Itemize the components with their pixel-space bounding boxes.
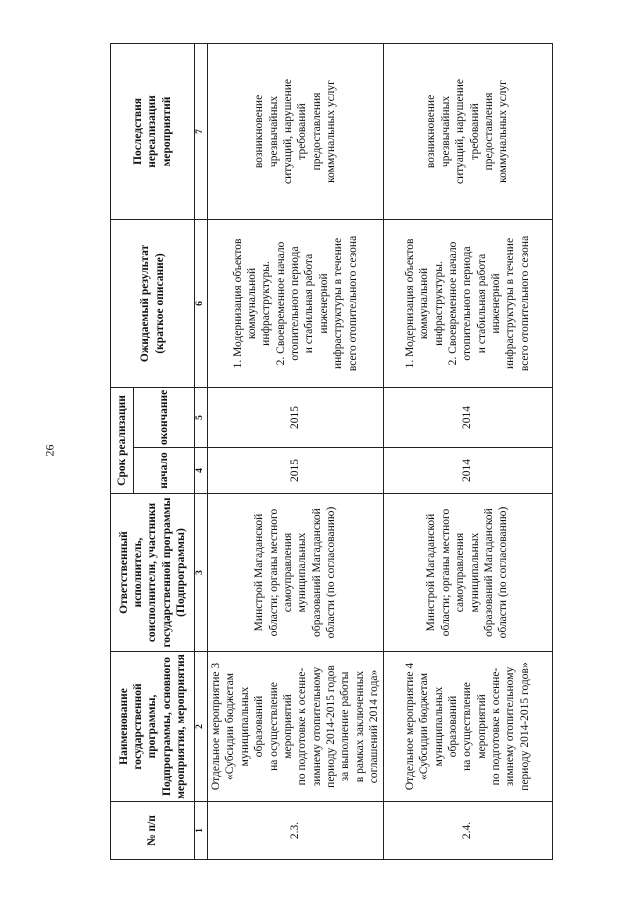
header-executor [110, 493, 194, 651]
text-line: образований Магаданской [310, 507, 323, 637]
col-number: 6 [194, 219, 207, 387]
text-line: зимнему отопительному [310, 666, 323, 786]
text-line: Минстрой Магаданской [252, 513, 265, 631]
text-line: периоду 2014-2015 годов» [518, 661, 531, 791]
text-line: области (по согласованию) [324, 506, 337, 638]
text-line: коммунальной [417, 267, 430, 339]
text-line: возникновение [424, 94, 437, 168]
text-line: мероприятий [475, 693, 488, 759]
text-line: коммунальных услуг [496, 79, 509, 183]
row-consequences [207, 43, 383, 219]
text-line: соисполнители, участники [145, 502, 158, 642]
text-line: коммунальных услуг [324, 79, 337, 183]
text-line: Ответственный [117, 530, 130, 614]
text-line: Отдельное мероприятие 3 [209, 662, 222, 790]
text-line: на осуществление [267, 681, 279, 771]
col-number: 7 [194, 43, 207, 219]
row-consequences [383, 43, 552, 219]
text-line: ситуаций, нарушение [281, 78, 294, 184]
text-line: государственной [131, 682, 144, 770]
text-line: за выполнение работы [338, 671, 351, 781]
text-line: мероприятия, мероприятия [174, 653, 187, 799]
text-line: чрезвычайных [267, 95, 279, 167]
table-row [207, 43, 383, 859]
text-line: мероприятий [160, 96, 173, 166]
col-number: 1 [194, 801, 207, 859]
text-line: отопительного периода [288, 245, 301, 361]
text-line: чрезвычайных [439, 95, 452, 167]
text-line: в рамках заключенных [353, 670, 366, 782]
header-consequences [110, 43, 194, 219]
text-line: Наименование [117, 687, 130, 765]
text-line: зимнему отопительному [503, 666, 516, 786]
row-start: 2015 [207, 447, 383, 493]
text-line: образований Магаданской [482, 507, 495, 637]
text-line: инфраструктуры в течение [503, 237, 516, 369]
page-number: 26 [42, 444, 57, 457]
text-line: образований [446, 695, 459, 757]
column-numbers-row [194, 43, 207, 859]
text-line: инфраструктуры. [432, 260, 445, 346]
row-result [383, 219, 552, 387]
text-line: отопительного периода [460, 245, 473, 361]
row-name [207, 651, 383, 801]
text-line: всего отопительного сезона [346, 235, 359, 371]
text-line: инфраструктуры в течение [331, 237, 344, 369]
text-line: муниципальных [432, 686, 445, 766]
col-number: 3 [194, 493, 207, 651]
col-number: 4 [194, 447, 207, 493]
text-line: всего отопительного сезона [518, 235, 531, 371]
text-line: предоставления [310, 92, 323, 170]
col-number: 2 [194, 651, 207, 801]
text-line: соглашений 2014 года» [367, 669, 380, 783]
text-line: мероприятий [281, 693, 294, 759]
header-num: № п/п [110, 801, 194, 859]
text-line: (Подпрограммы) [174, 527, 187, 617]
text-line: Последствия [131, 97, 144, 165]
header-end: окончание [133, 387, 194, 447]
text-line: коммунальной [245, 267, 258, 339]
row-end: 2015 [207, 387, 383, 447]
text-line: самоуправления [281, 532, 294, 612]
page-area [40, 8, 605, 895]
header-name [110, 651, 194, 801]
text-line: ситуаций, нарушение [453, 78, 466, 184]
text-line: Отдельное мероприятие 4 [403, 662, 416, 790]
text-line: муниципальных [468, 532, 480, 612]
text-line: муниципальных [295, 532, 308, 612]
text-line: области; органы местного [439, 508, 452, 636]
text-line: инженерной [317, 272, 330, 334]
text-line: государственной программы [160, 497, 173, 647]
row-num: 2.3. [207, 801, 383, 859]
text-line: 2. Своевременное начало [446, 241, 459, 365]
text-line: области; органы местного [267, 508, 279, 636]
text-line: нереализации [145, 94, 158, 168]
text-line: образований [252, 695, 265, 757]
text-line: инфраструктуры. [259, 260, 272, 346]
row-num: 2.4. [383, 801, 552, 859]
text-line: и стабильная работа [302, 253, 315, 353]
row-end: 2014 [383, 387, 552, 447]
text-line: «Субсидии бюджетам [417, 672, 430, 780]
row-executor [383, 493, 552, 651]
text-line: самоуправления [453, 532, 466, 612]
text-line: Минстрой Магаданской [424, 513, 437, 631]
rotated-table-container [110, 44, 536, 860]
text-line: по подготовке к осенне- [295, 667, 308, 785]
row-executor [207, 493, 383, 651]
table-row [383, 43, 552, 859]
text-line: по подготовке к осенне- [489, 667, 502, 785]
text-line: области (по согласованию) [496, 506, 509, 638]
text-line: Ожидаемый результат [138, 244, 151, 362]
header-result [110, 219, 194, 387]
header-period: Срок реализации [110, 387, 133, 493]
text-line: требований [295, 102, 308, 160]
text-line: требований [468, 102, 480, 160]
text-line: инженерной [489, 272, 502, 334]
text-line: Подпрограммы, основного [160, 656, 173, 796]
text-line: периоду 2014-2015 годов [324, 664, 337, 788]
row-name [383, 651, 552, 801]
text-line: и стабильная работа [475, 253, 488, 353]
text-line: исполнитель, [131, 537, 144, 607]
row-start: 2014 [383, 447, 552, 493]
text-line: предоставления [482, 92, 495, 170]
header-start: начало [133, 447, 194, 493]
text-line: (краткое описание) [153, 252, 165, 354]
text-line: возникновение [252, 94, 265, 168]
row-result [207, 219, 383, 387]
text-line: программы, [145, 694, 158, 758]
text-line: муниципальных [238, 686, 251, 766]
text-line: на осуществление [460, 681, 473, 771]
text-line: 1. Модернизация объектов [231, 238, 244, 368]
program-table [110, 42, 553, 859]
col-number: 5 [194, 387, 207, 447]
text-line: 1. Модернизация объектов [403, 238, 416, 368]
text-line: «Субсидии бюджетам [223, 672, 236, 780]
text-line: 2. Своевременное начало [274, 241, 287, 365]
